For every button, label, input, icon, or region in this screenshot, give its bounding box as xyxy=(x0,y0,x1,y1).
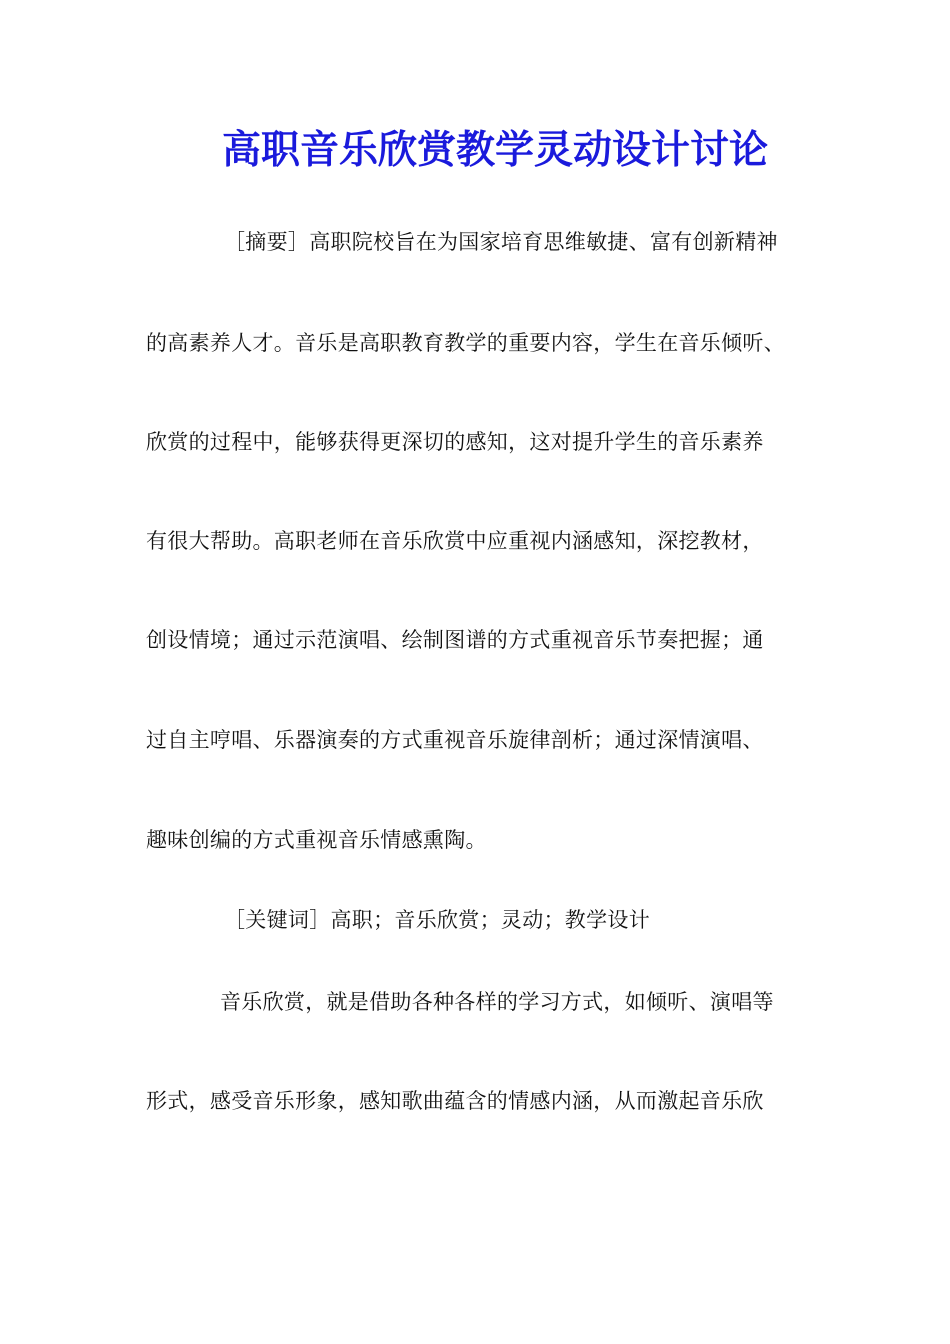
abstract-line-1: ［摘要］高职院校旨在为国家培育思维敏捷、富有创新精神 xyxy=(224,230,778,254)
keywords-line: ［关键词］高职；音乐欣赏；灵动；教学设计 xyxy=(224,908,650,932)
document-title: 高职音乐欣赏教学灵动设计讨论 xyxy=(221,127,768,173)
body-line-1: 音乐欣赏，就是借助各种各样的学习方式，如倾听、演唱等 xyxy=(220,990,774,1014)
abstract-line-7: 趣味创编的方式重视音乐情感熏陶。 xyxy=(146,828,487,852)
abstract-line-5: 创设情境；通过示范演唱、绘制图谱的方式重视音乐节奏把握；通 xyxy=(146,628,764,652)
abstract-line-4: 有很大帮助。高职老师在音乐欣赏中应重视内涵感知，深挖教材， xyxy=(146,529,764,553)
abstract-line-2: 的高素养人才。音乐是高职教育教学的重要内容，学生在音乐倾听、 xyxy=(146,331,785,355)
abstract-line-6: 过自主哼唱、乐器演奏的方式重视音乐旋律剖析；通过深情演唱、 xyxy=(146,728,764,752)
abstract-line-3: 欣赏的过程中，能够获得更深切的感知，这对提升学生的音乐素养 xyxy=(146,430,764,454)
body-line-2: 形式，感受音乐形象，感知歌曲蕴含的情感内涵，从而激起音乐欣 xyxy=(146,1089,764,1113)
